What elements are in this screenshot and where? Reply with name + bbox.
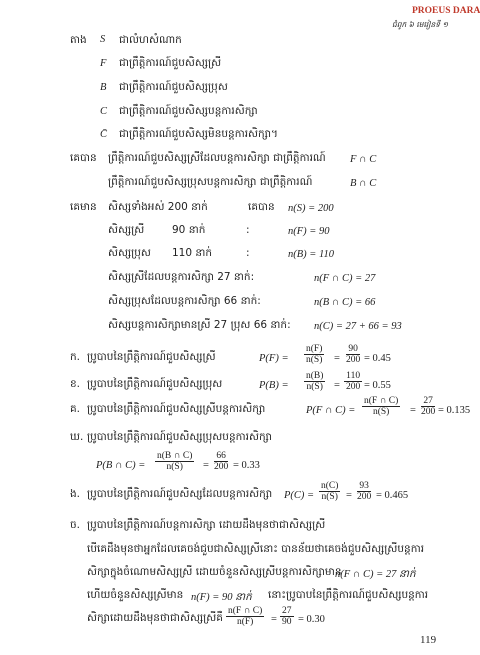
count-num: 110 នាក់ (172, 247, 213, 259)
def-text: ជាព្រឹត្តិការណ៍ជួបសិស្សស្រី (119, 57, 222, 69)
fraction (355, 481, 373, 502)
fraction-denominator: 200 (357, 492, 372, 502)
def-text: ជាព្រឹត្តិការណ៍ជួបសិស្សបន្តការសិក្សា (119, 105, 258, 117)
answer-lhs: P(F ∩ C) = (306, 405, 356, 416)
fraction-numerator: n(F ∩ C) (228, 606, 263, 616)
answer-paragraph: ហើយចំនួនសិស្សស្រីមាន (87, 589, 184, 601)
events-line: ព្រឹត្តិការណ៍ជួបសិស្សស្រីដែលបន្តការសិក្សា ជាព្រឹត្តិការណ៍ (108, 152, 326, 164)
equals: = (346, 490, 352, 501)
def-symbol: F (100, 58, 107, 69)
answer-result: = 0.30 (298, 614, 325, 625)
count-math: n(B ∩ C) = 66 (314, 297, 376, 308)
fraction (212, 451, 230, 472)
count-sep: គេបាន (248, 201, 275, 213)
count-math: n(B) = 110 (288, 249, 334, 260)
count-math: n(C) = 27 + 66 = 93 (314, 321, 402, 332)
answer-result: = 0.135 (438, 405, 471, 416)
answer-lhs: P(C) = (284, 490, 315, 501)
events-math: B ∩ C (350, 178, 377, 189)
fraction (344, 371, 362, 392)
fraction-denominator: n(S) (306, 355, 323, 365)
answer-paragraph: សិក្សាដោយដឹងមុនថាជាសិស្សស្រីគឺ (87, 612, 223, 624)
answer-math: n(F ∩ C) = 27 នាក់ (335, 569, 416, 580)
fraction-denominator: n(S) (321, 492, 338, 502)
fraction-denominator: n(S) (372, 407, 390, 417)
fraction (304, 371, 325, 392)
fraction (280, 606, 294, 627)
fraction (304, 344, 324, 365)
header-subtitle: ជំពូក ៦ មេរៀនទី ១ (392, 20, 449, 29)
equals: = (271, 614, 277, 625)
page-number: 119 (420, 634, 437, 646)
count-num: 90 នាក់ (172, 224, 206, 236)
fraction-numerator: 66 (216, 451, 226, 461)
count-text: សិស្សប្រុសដែលបន្តការសិក្សា 66 នាក់: (108, 295, 261, 307)
events-line: ព្រឹត្តិការណ៍ជួបសិស្សប្រុសបន្តការសិក្សា ជាព្រឹត្តិការណ៍ (108, 176, 313, 188)
fraction-numerator: n(C) (321, 481, 339, 491)
count-math: n(S) = 200 (288, 203, 334, 214)
answer-marker: គ. (70, 403, 81, 415)
count-text: សិស្សស្រី (108, 224, 145, 236)
fraction-denominator: n(F) (236, 617, 254, 627)
answer-marker: ក. (70, 351, 81, 363)
count-text: សិស្សប្រុស (108, 247, 151, 259)
fraction-denominator: n(S) (166, 462, 183, 472)
answer-math: n(F) = 90 នាក់ (191, 592, 252, 603)
fraction-numerator: 27 (282, 606, 292, 616)
count-text: សិស្សស្រីដែលបន្តការសិក្សា 27 នាក់: (108, 271, 255, 283)
def-symbol: S (100, 34, 106, 45)
counts-label: គេមាន (70, 201, 97, 213)
fraction (319, 481, 340, 502)
events-math: F ∩ C (350, 154, 377, 165)
fraction-numerator: n(F) (306, 344, 323, 354)
def-label: តាង (70, 34, 87, 46)
fraction (155, 451, 194, 472)
answer-marker: ឃ. (70, 431, 84, 443)
fraction-numerator: n(B ∩ C) (157, 451, 193, 461)
answer-text: ប្រូបាបនៃព្រឹត្តិការណ៍ជួបសិស្សដែលបន្តការសិក្សា (87, 488, 273, 500)
answer-result: = 0.33 (233, 460, 260, 471)
count-math: n(F ∩ C) = 27 (314, 273, 376, 284)
answer-paragraph: សិក្សាក្នុងចំណោមសិស្សស្រី ដោយចំនួនសិស្សស្រីបន្តការសិក្សាមាន (87, 566, 342, 578)
fraction-numerator: n(F ∩ C) (364, 396, 399, 406)
fraction-numerator: n(B) (306, 371, 324, 381)
events-label: គេបាន (70, 152, 97, 164)
fraction (419, 396, 437, 417)
fraction-numerator: 27 (423, 396, 433, 406)
answer-marker: ង. (70, 488, 81, 500)
fraction-numerator: 90 (348, 344, 358, 354)
answer-text: ប្រូបាបនៃព្រឹត្តិការណ៍ជួបសិស្សប្រុស (87, 378, 223, 390)
fraction (362, 396, 400, 417)
count-text: សិស្សទាំងអស់ 200 នាក់ (108, 201, 208, 213)
def-symbol: C (100, 106, 108, 117)
answer-lhs: P(B ∩ C) = (96, 460, 146, 471)
equals: = (203, 460, 209, 471)
count-text: សិស្សបន្តការសិក្សាមានស្រី 27 ប្រុស 66 នាក់: (108, 319, 291, 331)
fraction-denominator: n(S) (306, 382, 323, 392)
def-symbol: C̄ (100, 129, 108, 140)
answer-lhs: P(F) = (259, 353, 289, 364)
answer-result: = 0.55 (364, 380, 391, 391)
def-text: ជាព្រឹត្តិការណ៍ជួបសិស្សប្រុស (119, 81, 228, 93)
equals: = (410, 405, 416, 416)
fraction-denominator: 90 (282, 617, 292, 627)
equals: = (334, 353, 340, 364)
watermark: PROEUS DARA (412, 6, 480, 16)
fraction-denominator: 200 (346, 382, 361, 392)
fraction-denominator: 200 (346, 355, 361, 365)
answer-paragraph: បើគេដឹងមុនថាអ្នកដែលគេចង់ជួបជាសិស្សស្រីនោះ បានន័យថាគេចង់ជួបសិស្សស្រីបន្តការ (87, 543, 425, 555)
count-sep: : (246, 247, 250, 259)
fraction-denominator: 200 (214, 462, 229, 472)
answer-text: ប្រូបាបនៃព្រឹត្តិការណ៍បន្តការសិក្សា ដោយដឹងមុនថាជាសិស្សស្រី (87, 519, 326, 531)
fraction-numerator: 110 (346, 371, 361, 381)
answer-text: ប្រូបាបនៃព្រឹត្តិការណ៍ជួបសិស្សប្រុសបន្តការសិក្សា (87, 431, 272, 443)
fraction-denominator: 200 (421, 407, 436, 417)
answer-paragraph: នោះប្រូបាបនៃព្រឹត្តិការណ៍ជួបសិស្សបន្តការ (268, 589, 429, 601)
fraction (226, 606, 264, 627)
def-symbol: B (100, 82, 107, 93)
answer-marker: ខ. (70, 378, 81, 390)
count-sep: : (246, 224, 250, 236)
def-text: ជាព្រឹត្តិការណ៍ជួបសិស្សមិនបន្តការសិក្សា។ (119, 128, 278, 140)
answer-text: ប្រូបាបនៃព្រឹត្តិការណ៍ជួបសិស្សស្រី (87, 351, 216, 363)
fraction (344, 344, 362, 365)
def-text: ជាលំហសំណាក (119, 34, 182, 46)
answer-result: = 0.45 (364, 353, 391, 364)
equals: = (334, 380, 340, 391)
answer-marker: ច. (70, 519, 81, 531)
answer-lhs: P(B) = (259, 380, 289, 391)
answer-text: ប្រូបាបនៃព្រឹត្តិការណ៍ជួបសិស្សស្រីបន្តការសិក្សា (87, 403, 266, 415)
answer-result: = 0.465 (376, 490, 409, 501)
count-math: n(F) = 90 (288, 226, 330, 237)
fraction-numerator: 93 (359, 481, 369, 491)
